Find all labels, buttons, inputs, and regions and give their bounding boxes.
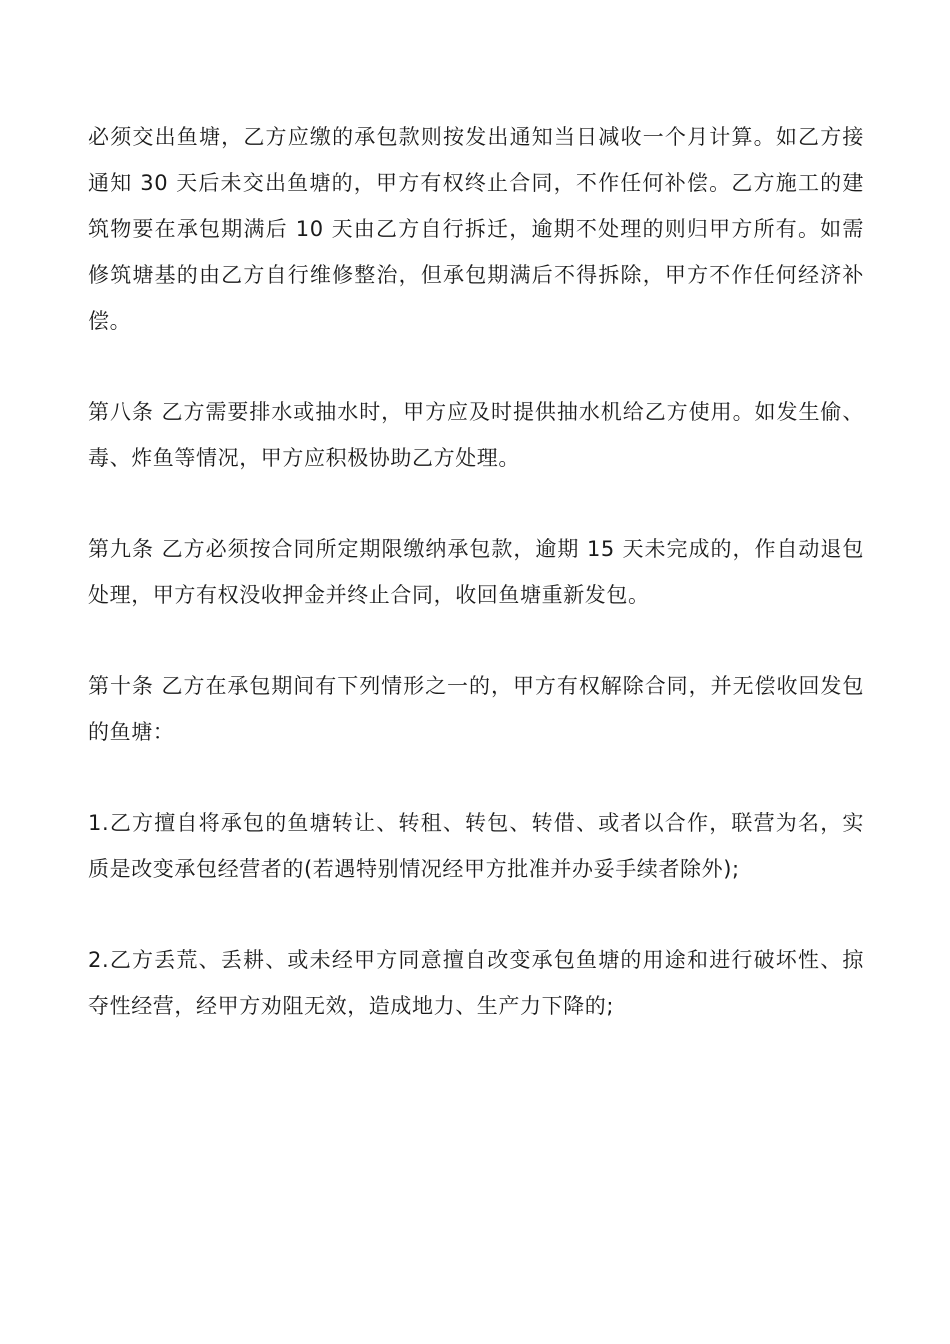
paragraph-item-1: 1.乙方擅自将承包的鱼塘转让、转租、转包、转借、或者以合作，联营为名，实质是改变承包经营者的(若遇特别情况经甲方批准并办妥手续者除外);	[88, 811, 864, 881]
document-body	[88, 114, 864, 1074]
paragraph-continuation: 必须交出鱼塘，乙方应缴的承包款则按发出通知当日减收一个月计算。如乙方接通知 30 天后未交出鱼塘的，甲方有权终止合同，不作任何补偿。乙方施工的建筑物要在承包期满后 10 天由乙方自行拆迁，逾期不处理的则归甲方所有。如需修筑塘基的由乙方自行维修整治，但承包期满后不得拆除，甲方不作任何经济补偿。	[88, 125, 864, 333]
paragraph-article-10: 第十条 乙方在承包期间有下列情形之一的，甲方有权解除合同，并无偿收回发包的鱼塘：	[88, 674, 864, 744]
paragraph-item-2: 2.乙方丢荒、丢耕、或未经甲方同意擅自改变承包鱼塘的用途和进行破坏性、掠夺性经营，经甲方劝阻无效，造成地力、生产力下降的;	[88, 948, 864, 1018]
paragraph-article-9: 第九条 乙方必须按合同所定期限缴纳承包款，逾期 15 天未完成的，作自动退包处理，甲方有权没收押金并终止合同，收回鱼塘重新发包。	[88, 537, 864, 607]
paragraph-article-8: 第八条 乙方需要排水或抽水时，甲方应及时提供抽水机给乙方使用。如发生偷、毒、炸鱼等情况，甲方应积极协助乙方处理。	[88, 400, 864, 470]
